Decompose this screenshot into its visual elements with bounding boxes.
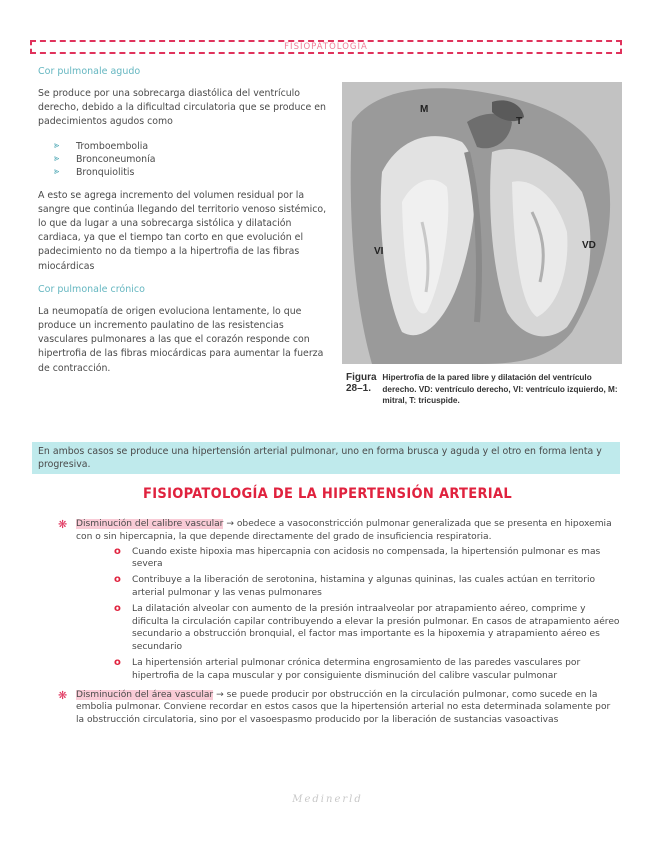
caption-text: Hipertrofia de la pared libre y dilatación del ventrículo derecho. VD: ventrículo derecho, VI: ventrículo izquierdo, M: mitral, T: tricuspide. (382, 373, 618, 405)
arrow-bullet-icon: ⪢ (54, 140, 60, 151)
label-t: T (516, 116, 523, 127)
item-highlight: Disminución del calibre vascular (76, 519, 224, 529)
item-text: se puede producir por obstrucción en la circulación pulmonar, como sucede en la embolia pulmonar. Conviene recordar en estos casos que la hipertensión arterial no esta determinada solamente por la obstrucción circulatoria, sino por el vasoespasmo producido por la liberación de sustancias vasoactivas (76, 689, 611, 726)
section-title: FISIOPATOLOGÍA DE LA HIPERTENSIÓN ARTERIAL (143, 486, 512, 502)
label-vd: VD (582, 240, 596, 251)
arrow-bullet-icon: ⪢ (54, 166, 60, 177)
acute-heading: Cor pulmonale agudo (38, 66, 141, 77)
summary-text: En ambos casos se produce una hipertensión arterial pulmonar, uno en forma brusca y aguda y el otro en forma lenta y progresiva. (38, 446, 602, 470)
arrow-icon: → (216, 689, 227, 700)
list-item: o La dilatación alveolar con aumento de la presión intraalveolar por atrapamiento aéreo, comprime y dificulta la circulación capilar contribuyendo a elevar la presión pulmonar. En casos de atrapamiento aéreo secundario a obstrucción bronquial, el factor mas importante es la hipoxemia y atrapamiento aéreo es secundario (114, 602, 620, 653)
chronic-heading: Cor pulmonale crónico (38, 283, 145, 295)
label-vi: VI (374, 246, 384, 257)
sub-list (114, 546, 620, 683)
acute-intro: Se produce por una sobrecarga diastólica del ventrículo derecho, debido a la dificultad circulatoria que se produce en padecimientos agudos como (38, 88, 326, 128)
left-column (38, 66, 336, 386)
caption-label: Figura 28–1. (346, 372, 377, 394)
list-item (58, 518, 620, 687)
arrow-bullet-icon: ⪢ (54, 153, 60, 164)
list-item: ⪢ Tromboembolia (54, 140, 149, 152)
pathophysiology-list (58, 518, 620, 729)
circle-bullet-icon: o (114, 574, 121, 586)
list-item: o La hipertensión arterial pulmonar crónica determina engrosamiento de las paredes vasculares por hipertrofia de la capa muscular y por consiguiente disminución del calibre vascular pulmonar (114, 656, 581, 681)
heart-figure (342, 82, 622, 364)
circle-bullet-icon: o (114, 602, 121, 614)
list-item: o Cuando existe hipoxia mas hipercapnia con acidosis no compensada, la hipertensión pulmonar es mas severa (114, 545, 601, 570)
heart-section-illustration (342, 82, 622, 364)
list-item: o Contribuye a la liberación de serotonina, histamina y algunas quininas, las cuales actúan en territorio arterial pulmonar y las venas pulmonares (114, 574, 596, 598)
header-banner (30, 40, 622, 54)
circle-bullet-icon: o (114, 656, 121, 668)
banner-title: FISIOPATOLOGÍA (284, 42, 368, 52)
list-item (58, 689, 620, 727)
snowflake-bullet-icon: ❋ (58, 688, 68, 702)
list-item: ⪢ Bronconeumonía (54, 153, 156, 165)
causes-list (38, 140, 336, 179)
footer-signature: Medinerld (292, 794, 363, 805)
arrow-icon: → (226, 519, 237, 529)
summary-box (32, 442, 620, 474)
label-m: M (420, 104, 429, 115)
snowflake-bullet-icon: ❋ (58, 518, 68, 531)
chronic-text: La neumopatía de origen evoluciona lentamente, lo que produce un incremento paulatino de las resistencias vasculares pulmonares a las que el corazón responde con hipertrofia de las fibras miocárdicas para aumentar la fuerza de contracción. (38, 305, 324, 374)
item-text: obedece a vasoconstricción pulmonar generalizada que se presenta en hipoxemia con o sin hipercapnia, la que depende directamente del grado de insuficiencia respiratoria. (76, 519, 612, 542)
acute-detail: A esto se agrega incremento del volumen residual por la sangre que continúa llegando del territorio venoso sistémico, lo que da lugar a una sobrecarga sistólica y dilatación cardiaca, ya que el tiempo tan corto en que evolución el padecimiento no da tiempo a la hipertrofia de las fibras miocárdicas (38, 189, 327, 272)
circle-bullet-icon: o (114, 545, 121, 557)
figure-caption (346, 372, 622, 407)
item-highlight: Disminución del área vascular (76, 689, 214, 700)
list-item: ⪢ Bronquiolitis (54, 166, 135, 178)
